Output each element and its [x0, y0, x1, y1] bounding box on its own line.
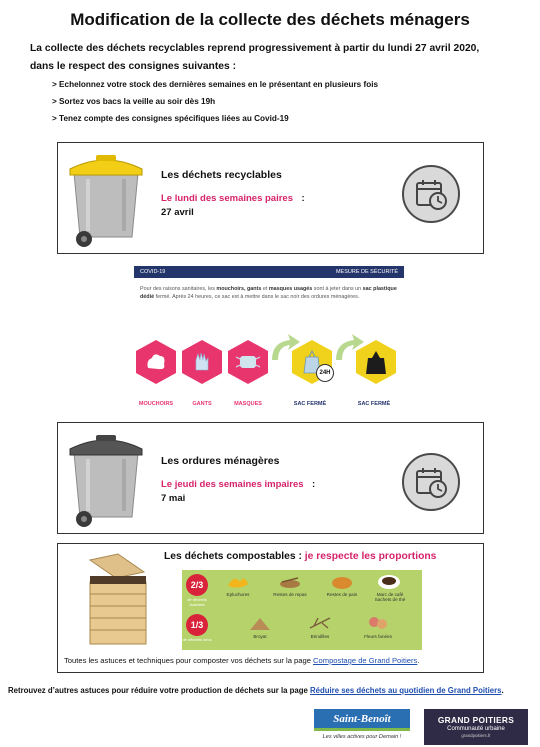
grey-bin-icon	[66, 429, 146, 529]
peelings-icon	[226, 572, 250, 590]
wet-label-4: Marc de café Sachets de thé	[374, 592, 406, 602]
page-title: Modification de la collecte des déchets ménagers	[70, 10, 470, 29]
gloves-icon	[182, 340, 222, 384]
dry-label-2: Brindilles	[310, 634, 330, 639]
footer-text: Retrouvez d’autres astuces pour réduire votre production de déchets sur la page Réduire ses déchets au quotidien de Grand Poitiers.	[8, 686, 504, 695]
wood-chips-icon	[248, 614, 272, 632]
mask-icon	[228, 340, 268, 384]
compost-title: Les déchets compostables : je respecte les proportions	[164, 551, 437, 562]
ordures-day: Le jeudi des semaines impaires	[161, 479, 304, 490]
tissue-icon	[136, 340, 176, 384]
label-masques: MASQUES	[234, 401, 262, 407]
wet-label-2: Restes de repas	[273, 592, 307, 597]
compost-box	[57, 543, 484, 673]
calendar-clock-icon	[402, 165, 460, 223]
ratio-badge-wet: 2/3	[186, 574, 208, 596]
dried-flowers-icon	[366, 614, 390, 632]
bullet-2: > Sortez vos bacs la veille au soir dès 19h	[52, 97, 216, 106]
dry-label-1: Broyat	[253, 634, 267, 639]
label-mouchoirs: MOUCHOIRS	[138, 401, 174, 407]
label-gants: GANTS	[192, 401, 212, 407]
bullet-1: > Echelonnez votre stock des dernières semaines en le présentant en plusieurs fois	[52, 80, 379, 89]
compostage-link[interactable]: Compostage de Grand Poitiers	[313, 656, 418, 665]
compost-proportions-panel: 2/3 de déchets humides 1/3 de déchets secs Epluchures Restes de repas Restes de pain Marc de café Sachets de thé Broyat Brindilles Fleurs fanées	[182, 570, 422, 650]
ordures-title: Les ordures ménagères	[161, 455, 280, 467]
covid-instructions: Pour des raisons sanitaires, les mouchoirs, gants et masques usagés sont à jeter dans un sac plastique dédié fermé. Après 24 heures, ce sac est à mettre dans le sac noir des ordures ménagères.	[140, 286, 397, 300]
food-scraps-icon	[278, 572, 302, 590]
covid-safety-panel	[134, 266, 404, 416]
recyclables-title: Les déchets recyclables	[161, 169, 282, 181]
twigs-icon	[308, 614, 332, 632]
yellow-bin-icon	[66, 149, 146, 249]
label-sac-ferme-1: SAC FERMÉ	[293, 401, 327, 407]
bullet-3: > Tenez compte des consignes spécifiques liées au Covid-19	[52, 114, 289, 123]
compost-note: Toutes les astuces et techniques pour composter vos déchets sur la page Compostage de Grand Poitiers.	[64, 656, 420, 665]
compost-bin-icon	[82, 552, 152, 648]
dry-label-3: Fleurs fanées	[364, 634, 392, 639]
ordures-date: 7 mai	[161, 493, 186, 504]
intro-line-1: La collecte des déchets recyclables reprend progressivement à partir du lundi 27 avril 2020,	[30, 43, 480, 54]
wet-label-1: Epluchures	[226, 592, 250, 597]
reduce-waste-link[interactable]: Réduire ses déchets au quotidien de Grand Poitiers	[310, 686, 502, 695]
label-sac-ferme-2: SAC FERMÉ	[357, 401, 391, 407]
ratio-badge-dry: 1/3	[186, 614, 208, 636]
covid-band-left: COVID-19	[140, 269, 166, 275]
recyclables-colon: :	[301, 193, 305, 204]
ordures-colon: :	[312, 479, 316, 490]
wet-label-3: Restes de pain	[326, 592, 358, 597]
recyclables-day: Le lundi des semaines paires	[161, 193, 293, 204]
recyclables-box	[57, 142, 484, 254]
intro-line-2: dans le respect des consignes suivantes :	[30, 61, 237, 72]
ordures-box	[57, 422, 484, 534]
intro-text	[30, 40, 520, 76]
covid-band-right: MESURE DE SÉCURITÉ	[335, 269, 398, 275]
24h-badge: 24H	[316, 364, 334, 382]
recyclables-date: 27 avril	[161, 207, 194, 218]
calendar-clock-icon	[402, 453, 460, 511]
bread-icon	[330, 572, 354, 590]
coffee-tea-icon	[376, 570, 402, 590]
covid-header-band	[134, 266, 404, 278]
grand-poitiers-logo: GRAND POITIERS Communauté urbaine grandpoitiers.fr	[424, 709, 528, 745]
saint-benoit-logo: Saint-Benoît Les villes actives pour Demain !	[314, 709, 410, 745]
